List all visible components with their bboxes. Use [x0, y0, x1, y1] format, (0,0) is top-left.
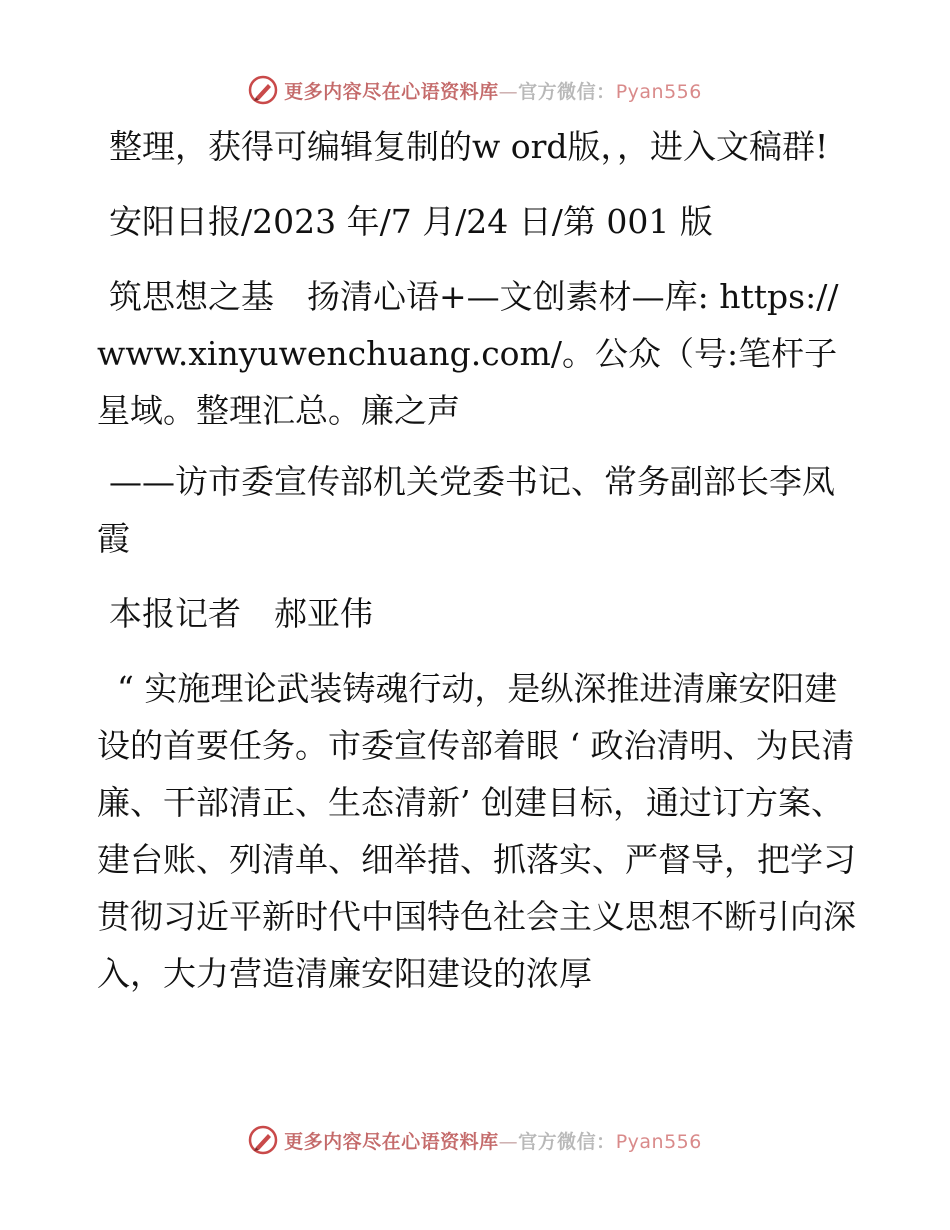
- byline: 本报记者 郝亚伟: [109, 594, 373, 633]
- watermark-wechat-id: Pyan556: [615, 1130, 702, 1153]
- dateline: 安阳日报/2023 年/7 月/24 日/第 001 版: [109, 202, 713, 241]
- watermark-text: [284, 1127, 702, 1154]
- watermark-site-text: 更多内容尽在心语资料库: [284, 1130, 499, 1153]
- intro-paragraph: 整理，获得可编辑复制的w ord版，，进入文稿群!: [109, 127, 829, 166]
- watermark-wechat-id: Pyan556: [615, 80, 702, 103]
- document-body: [97, 118, 857, 1020]
- watermark-banner-bottom: [0, 1120, 950, 1160]
- subtitle: ——访市委宣传部机关党委书记、常务副部长李凤霞: [97, 462, 835, 558]
- watermark-site-text: 更多内容尽在心语资料库: [284, 80, 499, 103]
- watermark-wechat-label: 官方微信：: [518, 1130, 616, 1153]
- watermark-text: [284, 77, 702, 104]
- watermark-banner-top: [0, 70, 950, 110]
- headline: 筑思想之基 扬清心语+—文创素材—库: https://www.xinyuwenchuang.com/。公众（号:笔杆子星域。整理汇总。廉之声: [97, 277, 839, 430]
- watermark-separator: —: [498, 1130, 519, 1153]
- body-paragraph: “ 实施理论武装铸魂行动，是纵深推进清廉安阳建设的首要任务。市委宣传部着眼 ‘ 政治清明、为民清廉、干部清正、生态清新’ 创建目标，通过订方案、建台账、列清单、细举措、抓落实、严督导，把学习贯彻习近平新时代中国特色社会主义思想不断引向深入，大力营造清廉安阳建设的浓厚: [97, 669, 856, 993]
- watermark-separator: —: [498, 80, 519, 103]
- watermark-wechat-label: 官方微信：: [518, 80, 616, 103]
- pen-logo-icon: [248, 75, 278, 105]
- pen-logo-icon: [248, 1125, 278, 1155]
